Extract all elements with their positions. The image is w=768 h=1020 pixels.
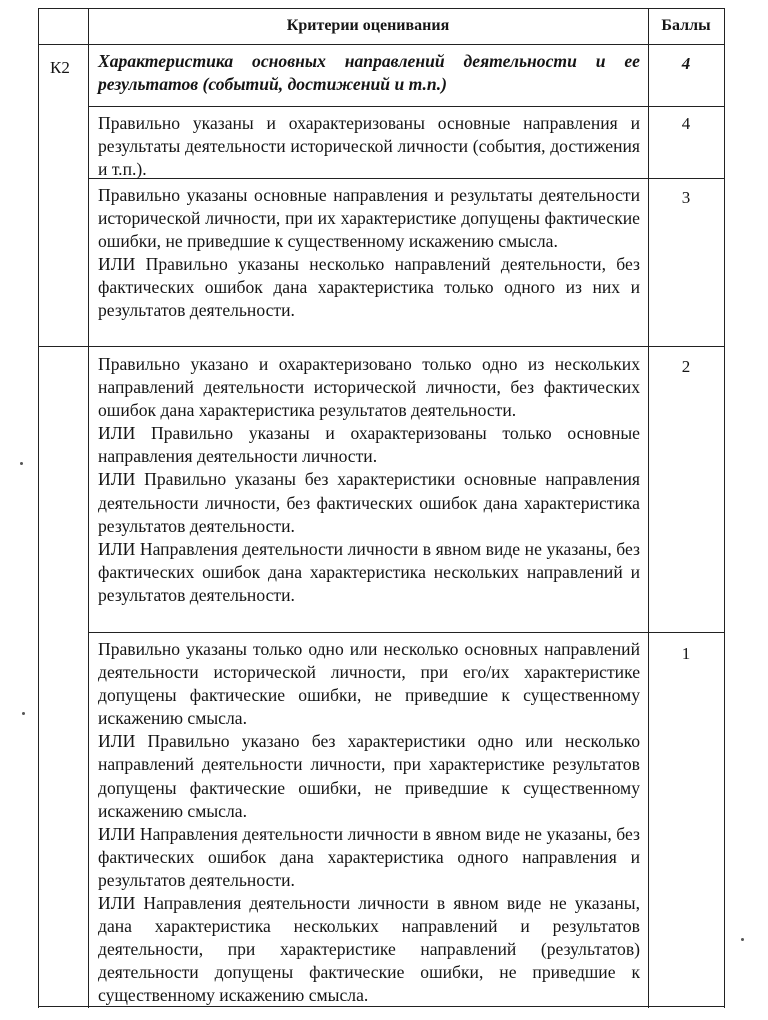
level-paragraph: ИЛИ Направления деятельности личности в явном виде не указаны, без фактических ошибок дана характеристика нескольких направлений и результатов деятельности. — [98, 538, 640, 605]
level-description — [98, 353, 640, 607]
header-criteria: Критерии оценивания — [286, 17, 450, 34]
table-border-left — [38, 8, 39, 1008]
level-points: 1 — [681, 644, 691, 663]
level-paragraph: Правильно указаны основные направления и результаты деятельности исторической личности, при их характеристике допущены фактические ошибки, не приведшие к существенному искажению смысла. — [98, 185, 640, 252]
scan-speck — [741, 938, 744, 941]
level-description — [98, 184, 640, 323]
level-paragraph: ИЛИ Правильно указано без характеристики одно или несколько направлений деятельности личности, при характеристике результатов допущены фактические ошибки, не приведшие к существенному искажению смысла. — [98, 731, 640, 821]
row-divider — [38, 346, 725, 347]
column-divider-points — [648, 8, 649, 1008]
level-paragraph: ИЛИ Направления деятельности личности в явном виде не указаны, дана характеристика нескольких направлений и результатов деятельности, при характеристике направлений (результатов) деятельности допущены фактические ошибки, не приведшие к существенному искажению смысла. — [98, 893, 640, 1006]
level-paragraph: Правильно указаны и охарактеризованы основные направления и результаты деятельности исторической личности (события, достижения и т.п.). — [98, 113, 640, 180]
level-points: 2 — [681, 357, 691, 376]
row-divider — [88, 632, 725, 633]
scan-speck — [20, 462, 23, 465]
row-divider — [88, 106, 725, 107]
criterion-code: К2 — [50, 58, 70, 77]
level-paragraph: ИЛИ Правильно указаны и охарактеризованы только основные направления деятельности личности. — [98, 423, 640, 467]
level-paragraph: Правильно указаны только одно или несколько основных направлений деятельности исторической личности, при его/их характеристике допущены фактические ошибки, не приведшие к существенному искажению смысла. — [98, 639, 640, 729]
column-divider-code — [88, 8, 89, 1008]
header-points: Баллы — [661, 17, 711, 34]
level-paragraph: ИЛИ Правильно указаны несколько направлений деятельности, без фактических ошибок дана характеристика только одного из них и результатов деятельности. — [98, 254, 640, 321]
level-description — [98, 638, 640, 1008]
level-paragraph: ИЛИ Правильно указаны без характеристики основные направления деятельности личности, без фактических ошибок дана характеристика результатов деятельности. — [98, 469, 640, 536]
level-paragraph: Правильно указано и охарактеризовано только одно из нескольких направлений деятельности исторической личности, без фактических ошибок дана характеристика результатов деятельности. — [98, 354, 640, 421]
criteria-table — [38, 8, 725, 1008]
level-points: 4 — [681, 114, 691, 133]
scan-speck — [22, 712, 25, 715]
header-divider — [38, 44, 725, 45]
criterion-title: Характеристика основных направлений деятельности и ее результатов (событий, достижений и т.п.) — [98, 51, 640, 95]
level-description — [98, 112, 640, 181]
level-points: 3 — [681, 188, 691, 207]
table-border-right — [724, 8, 725, 1008]
criterion-max-points: 4 — [681, 54, 691, 73]
level-paragraph: ИЛИ Направления деятельности личности в явном виде не указаны, без фактических ошибок дана характеристика одного направления и результатов деятельности. — [98, 823, 640, 890]
